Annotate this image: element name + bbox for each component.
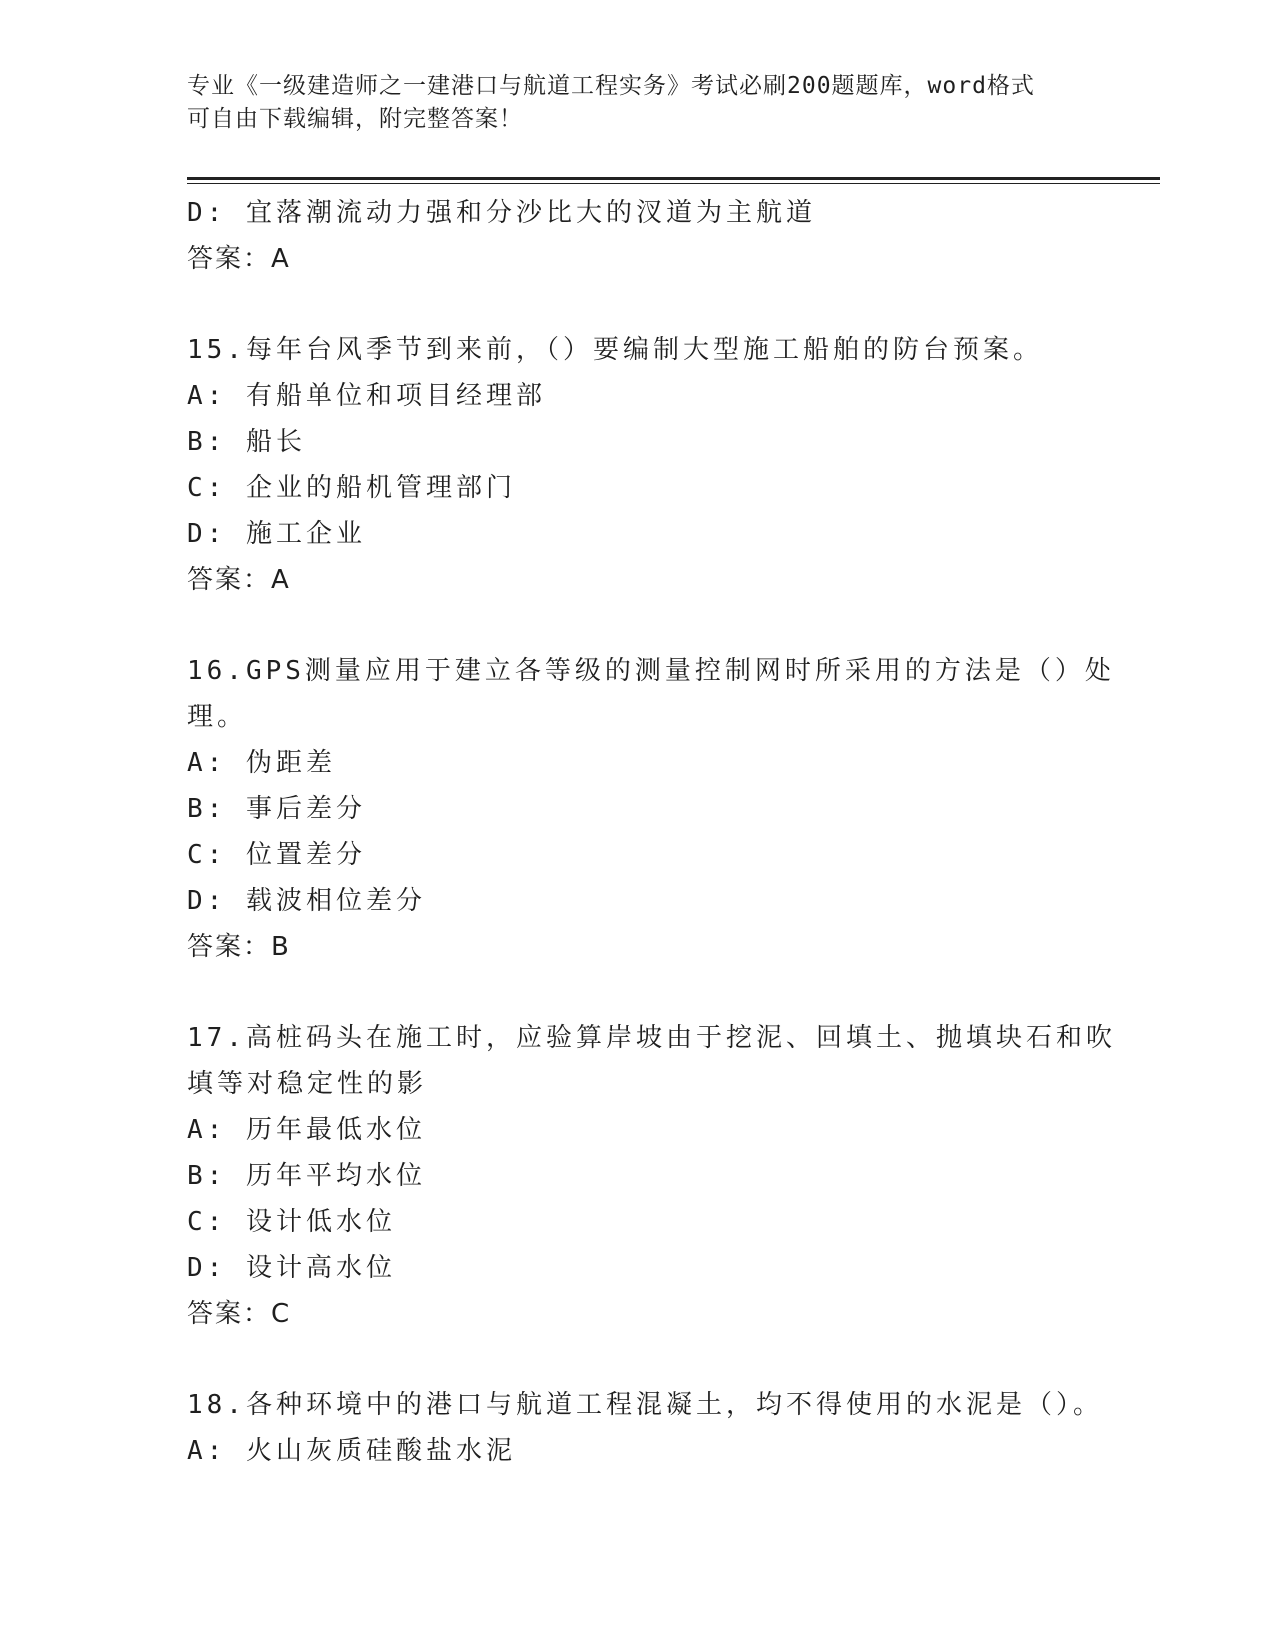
option-line: C: 位置差分 — [187, 840, 366, 870]
question-text: 15.每年台风季节到来前，（）要编制大型施工船舶的防台预案。 — [187, 335, 1043, 365]
option-line: A: 有船单位和项目经理部 — [187, 381, 546, 411]
header-divider-thick — [187, 177, 1160, 180]
question-list — [187, 190, 1116, 1474]
answer-line: 答案：B — [187, 932, 291, 962]
option-line: D: 施工企业 — [187, 519, 366, 549]
question-text-continued: 理。 — [187, 702, 248, 732]
option-line: D: 载波相位差分 — [187, 886, 426, 916]
header-line-2: 可自由下载编辑，附完整答案！ — [187, 106, 523, 132]
question-text: 18.各种环境中的港口与航道工程混凝土，均不得使用的水泥是（）。 — [187, 1390, 1103, 1420]
option-line: B: 船长 — [187, 427, 306, 457]
header-divider-thin — [187, 183, 1160, 184]
option-line: A: 伪距差 — [187, 748, 336, 778]
option-line: A: 历年最低水位 — [187, 1115, 426, 1145]
option-line: B: 历年平均水位 — [187, 1161, 426, 1191]
option-line: D: 设计高水位 — [187, 1253, 396, 1283]
option-line: B: 事后差分 — [187, 794, 366, 824]
question-block — [187, 1015, 1116, 1337]
option-line: C: 企业的船机管理部门 — [187, 473, 516, 503]
question-block — [187, 327, 1087, 603]
option-line: C: 设计低水位 — [187, 1207, 396, 1237]
question-text: 16.GPS测量应用于建立各等级的测量控制网时所采用的方法是（）处 — [187, 656, 1115, 686]
document-header — [187, 70, 1067, 136]
question-block — [187, 190, 1087, 282]
question-block — [187, 1382, 1103, 1474]
answer-line: 答案：A — [187, 244, 291, 274]
question-text: 17.高桩码头在施工时，应验算岸坡由于挖泥、回填土、抛填块石和吹 — [187, 1023, 1116, 1053]
header-line-1: 专业《一级建造师之一建港口与航道工程实务》考试必刷200题题库，word格式 — [187, 73, 1035, 99]
answer-line: 答案：C — [187, 1299, 292, 1329]
option-line: A: 火山灰质硅酸盐水泥 — [187, 1436, 516, 1466]
option-line: D: 宜落潮流动力强和分沙比大的汊道为主航道 — [187, 198, 816, 228]
question-block — [187, 648, 1115, 970]
question-text-continued: 填等对稳定性的影 — [187, 1069, 428, 1099]
answer-line: 答案：A — [187, 565, 291, 595]
